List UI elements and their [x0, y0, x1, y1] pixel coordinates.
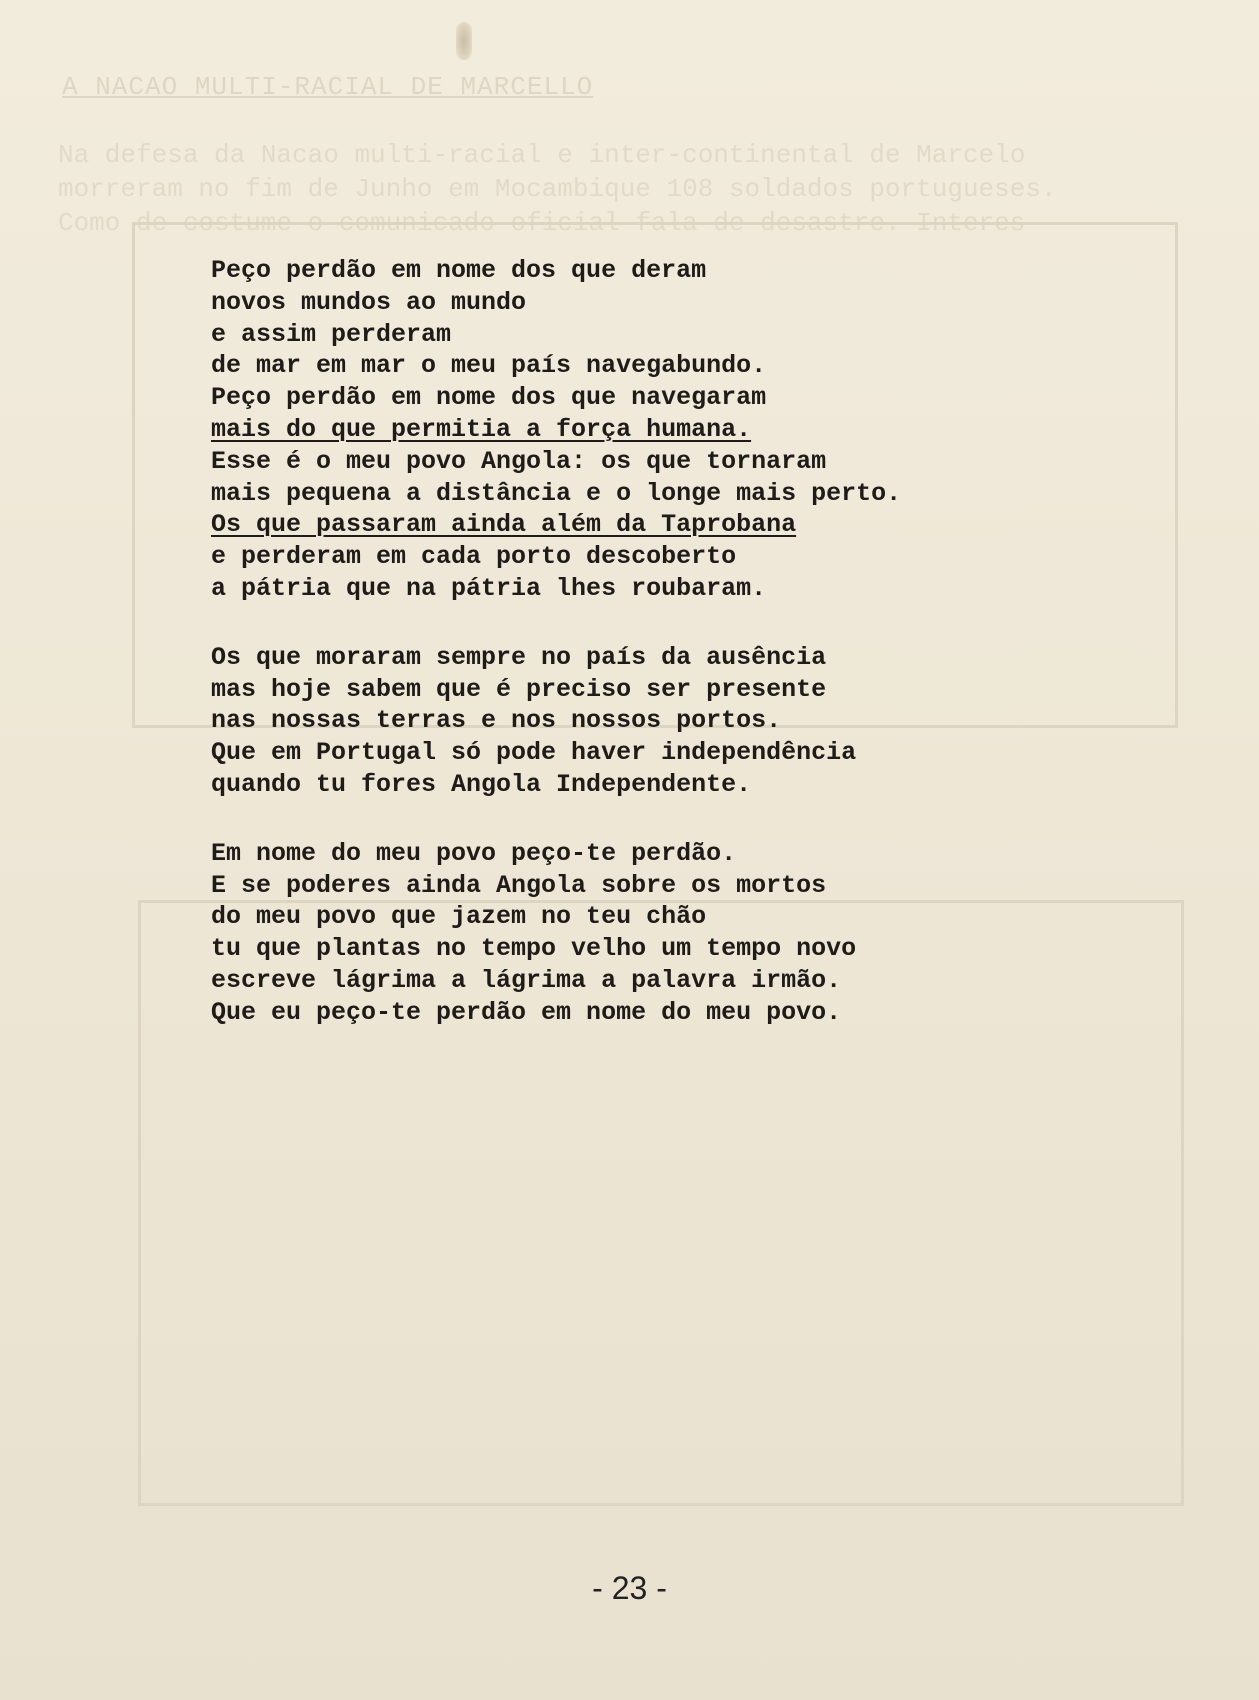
- stanza-3: [211, 838, 1171, 1029]
- poem-line: Esse é o meu povo Angola: os que tornaram: [211, 446, 827, 476]
- poem-line: a pátria que na pátria lhes roubaram.: [211, 573, 767, 603]
- poem-line: do meu povo que jazem no teu chão: [211, 902, 707, 932]
- poem-line: e perderam em cada porto descoberto: [211, 542, 737, 572]
- poem-line: nas nossas terras e nos nossos portos.: [211, 706, 782, 736]
- poem-line: de mar em mar o meu país navegabundo.: [211, 351, 767, 381]
- poem-line-underlined: mais do que permitia a força humana.: [211, 414, 752, 444]
- poem: [211, 255, 1171, 1066]
- stanza-1: [211, 255, 1171, 605]
- poem-line: E se poderes ainda Angola sobre os mortos: [211, 870, 827, 900]
- poem-line: mas hoje sabem que é preciso ser presente: [211, 674, 827, 704]
- page-number: - 23 -: [592, 1570, 667, 1606]
- poem-line: Que em Portugal só pode haver independência: [211, 738, 857, 768]
- poem-line: Peço perdão em nome dos que deram: [211, 256, 707, 285]
- poem-line: Que eu peço-te perdão em nome do meu povo.: [211, 997, 842, 1027]
- poem-line: Os que moraram sempre no país da ausência: [211, 642, 827, 672]
- poem-line: novos mundos ao mundo: [211, 287, 527, 317]
- poem-line: e assim perderam: [211, 319, 452, 349]
- poem-line: Em nome do meu povo peço-te perdão.: [211, 838, 737, 868]
- stanza-2: [211, 642, 1171, 801]
- poem-line: quando tu fores Angola Independente.: [211, 769, 752, 799]
- poem-line: Peço perdão em nome dos que navegaram: [211, 383, 767, 413]
- poem-line: escreve lágrima a lágrima a palavra irmão.: [211, 965, 842, 995]
- poem-line: tu que plantas no tempo velho um tempo novo: [211, 934, 857, 964]
- bleed-through-text: Na defesa da Nacao multi-racial e inter-continental de Marcelo morreram no fim de Junho em Mocambique 108 soldados portugueses. Como de costume o comunicado oficial fala de desastre. Interes-: [58, 140, 1057, 238]
- poem-line-underlined: Os que passaram ainda além da Taprobana: [211, 510, 797, 540]
- bleed-through-heading: A NACAO MULTI-RACIAL DE MARCELLO: [62, 72, 594, 102]
- binding-mark: [456, 22, 472, 60]
- poem-line: mais pequena a distância e o longe mais perto.: [211, 478, 902, 508]
